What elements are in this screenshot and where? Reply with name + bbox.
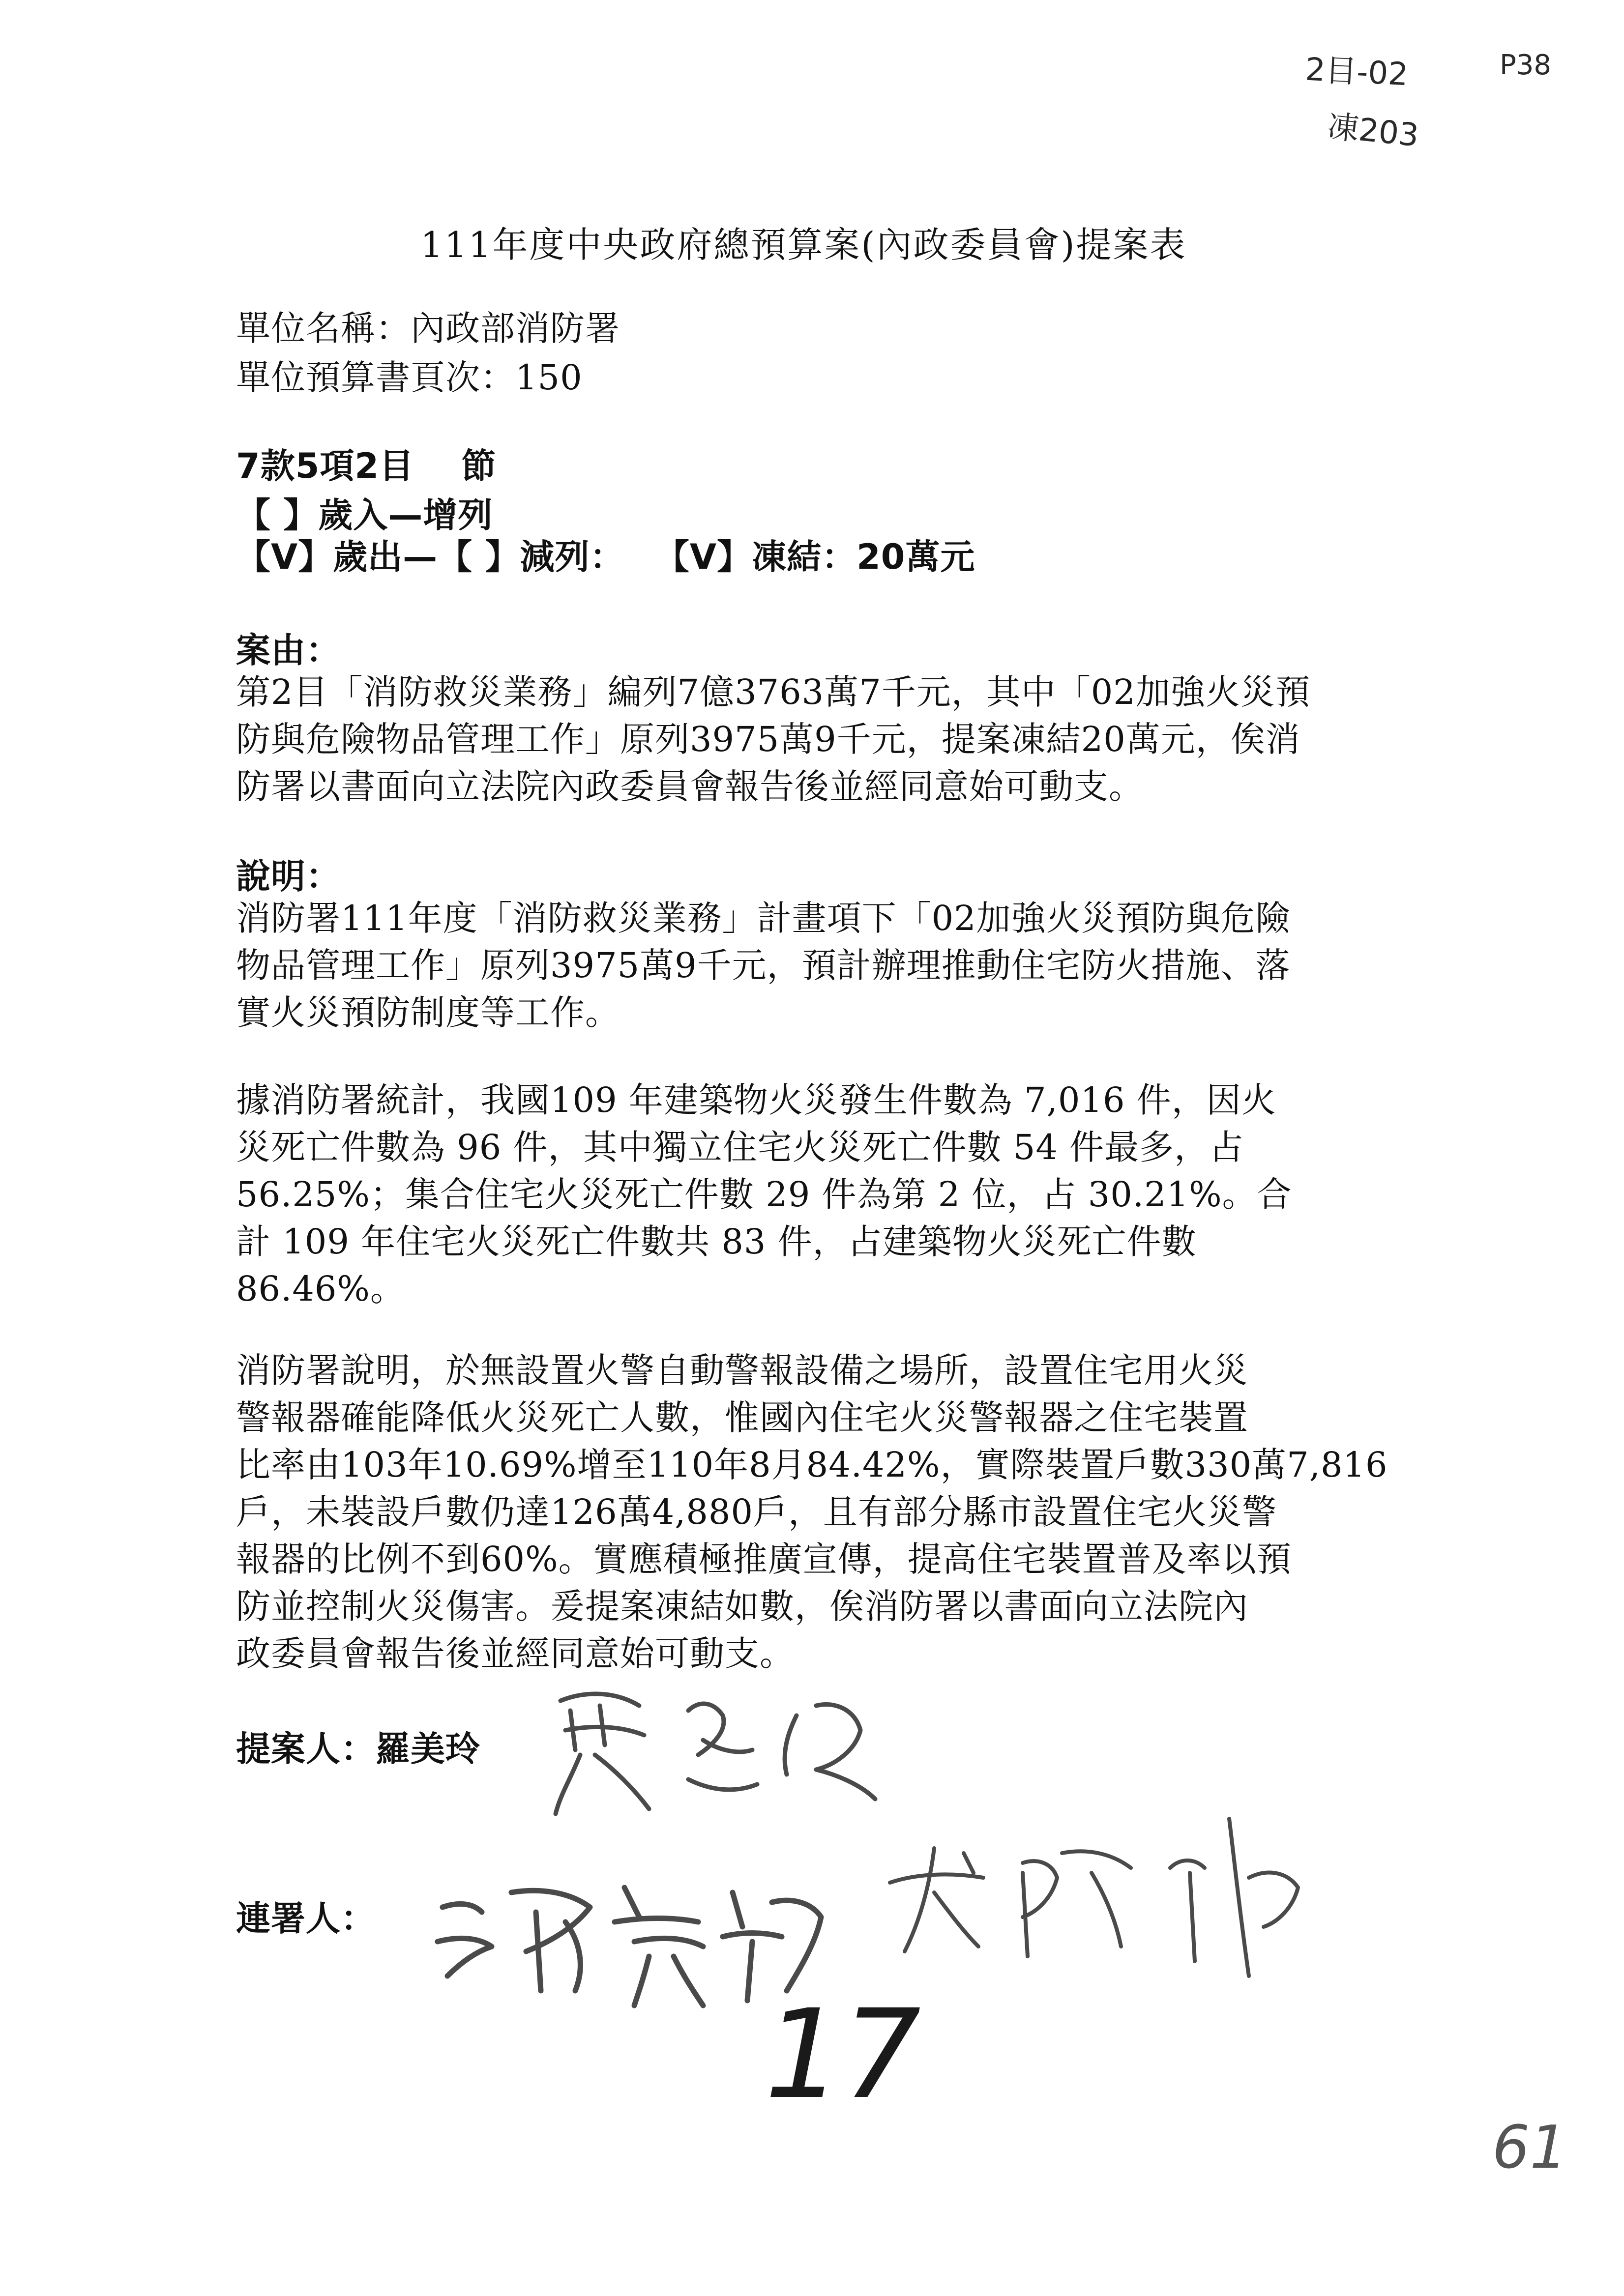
text-line: 防署以書面向立法院內政委員會報告後並經同意始可動支。: [236, 766, 1144, 807]
text-line: 消防署111年度「消防救災業務」計畫項下「02加強火災預防與危險: [236, 898, 1291, 938]
cosigner-label: 連署人：: [236, 1898, 376, 1939]
budget-item-code: 7款5項2目 節: [236, 446, 497, 486]
revenue-increase-line: 【 】歲入—增列: [236, 495, 493, 535]
text-line: 實火災預防制度等工作。: [236, 992, 620, 1033]
budget-page: 單位預算書頁次：150: [236, 357, 583, 398]
explanation-paragraph-2: [236, 1076, 1292, 1312]
handwritten-center-number: 17: [765, 1983, 921, 2126]
proposer-label: 提案人：羅美玲: [236, 1729, 480, 1769]
reason-paragraph: [236, 668, 1310, 810]
cosigner-signature-2: [875, 1799, 1318, 1986]
text-line: 第2目「消防救災業務」編列7億3763萬7千元，其中「02加強火災預: [236, 672, 1310, 712]
text-line: 消防署說明，於無設置火警自動警報設備之場所，設置住宅用火災: [236, 1350, 1248, 1391]
reason-heading: 案由：: [236, 630, 341, 670]
handwritten-note-freeze-ref: 凍203: [1326, 108, 1420, 154]
text-line: 86.46%。: [236, 1269, 405, 1309]
text-line: 防並控制火災傷害。爰提案凍結如數，俟消防署以書面向立法院內: [236, 1586, 1248, 1627]
handwritten-note-page-ref: P38: [1500, 49, 1552, 81]
explanation-paragraph-1: [236, 895, 1291, 1036]
text-line: 戶，未裝設戶數仍達126萬4,880戶，且有部分縣市設置住宅火災警: [236, 1492, 1277, 1532]
text-line: 比率由103年10.69%增至110年8月84.42%，實際裝置戶數330萬7,816: [236, 1445, 1388, 1485]
text-line: 報器的比例不到60%。實應積極推廣宣傳，提高住宅裝置普及率以預: [236, 1539, 1292, 1579]
page-title: 111年度中央政府總預算案(內政委員會)提案表: [420, 224, 1187, 265]
text-line: 據消防署統計，我國109 年建築物火災發生件數為 7,016 件，因火: [236, 1080, 1276, 1120]
text-line: 警報器確能降低火災死亡人數，惟國內住宅火災警報器之住宅裝置: [236, 1397, 1248, 1438]
explanation-paragraph-3: [236, 1347, 1388, 1677]
handwritten-note-item-code: 2目-02: [1304, 51, 1409, 93]
text-line: 物品管理工作」原列3975萬9千元，預計辦理推動住宅防火措施、落: [236, 945, 1291, 986]
text-line: 計 109 年住宅火災死亡件數共 83 件，占建築物火災死亡件數: [236, 1221, 1197, 1262]
text-line: 災死亡件數為 96 件，其中獨立住宅火災死亡件數 54 件最多，占: [236, 1127, 1244, 1167]
text-line: 防與危險物品管理工作」原列3975萬9千元，提案凍結20萬元，俟消: [236, 719, 1300, 759]
text-line: 56.25%；集合住宅火災死亡件數 29 件為第 2 位，占 30.21%。合: [236, 1174, 1292, 1215]
handwritten-bottom-right-number: 61: [1492, 2114, 1567, 2182]
unit-name: 單位名稱：內政部消防署: [236, 308, 620, 349]
explanation-heading: 說明：: [236, 856, 341, 897]
proposer-signature: [541, 1671, 934, 1819]
expenditure-freeze-line: 【V】歲出—【 】減列： 【V】凍結：20萬元: [236, 537, 975, 577]
text-line: 政委員會報告後並經同意始可動支。: [236, 1633, 795, 1674]
